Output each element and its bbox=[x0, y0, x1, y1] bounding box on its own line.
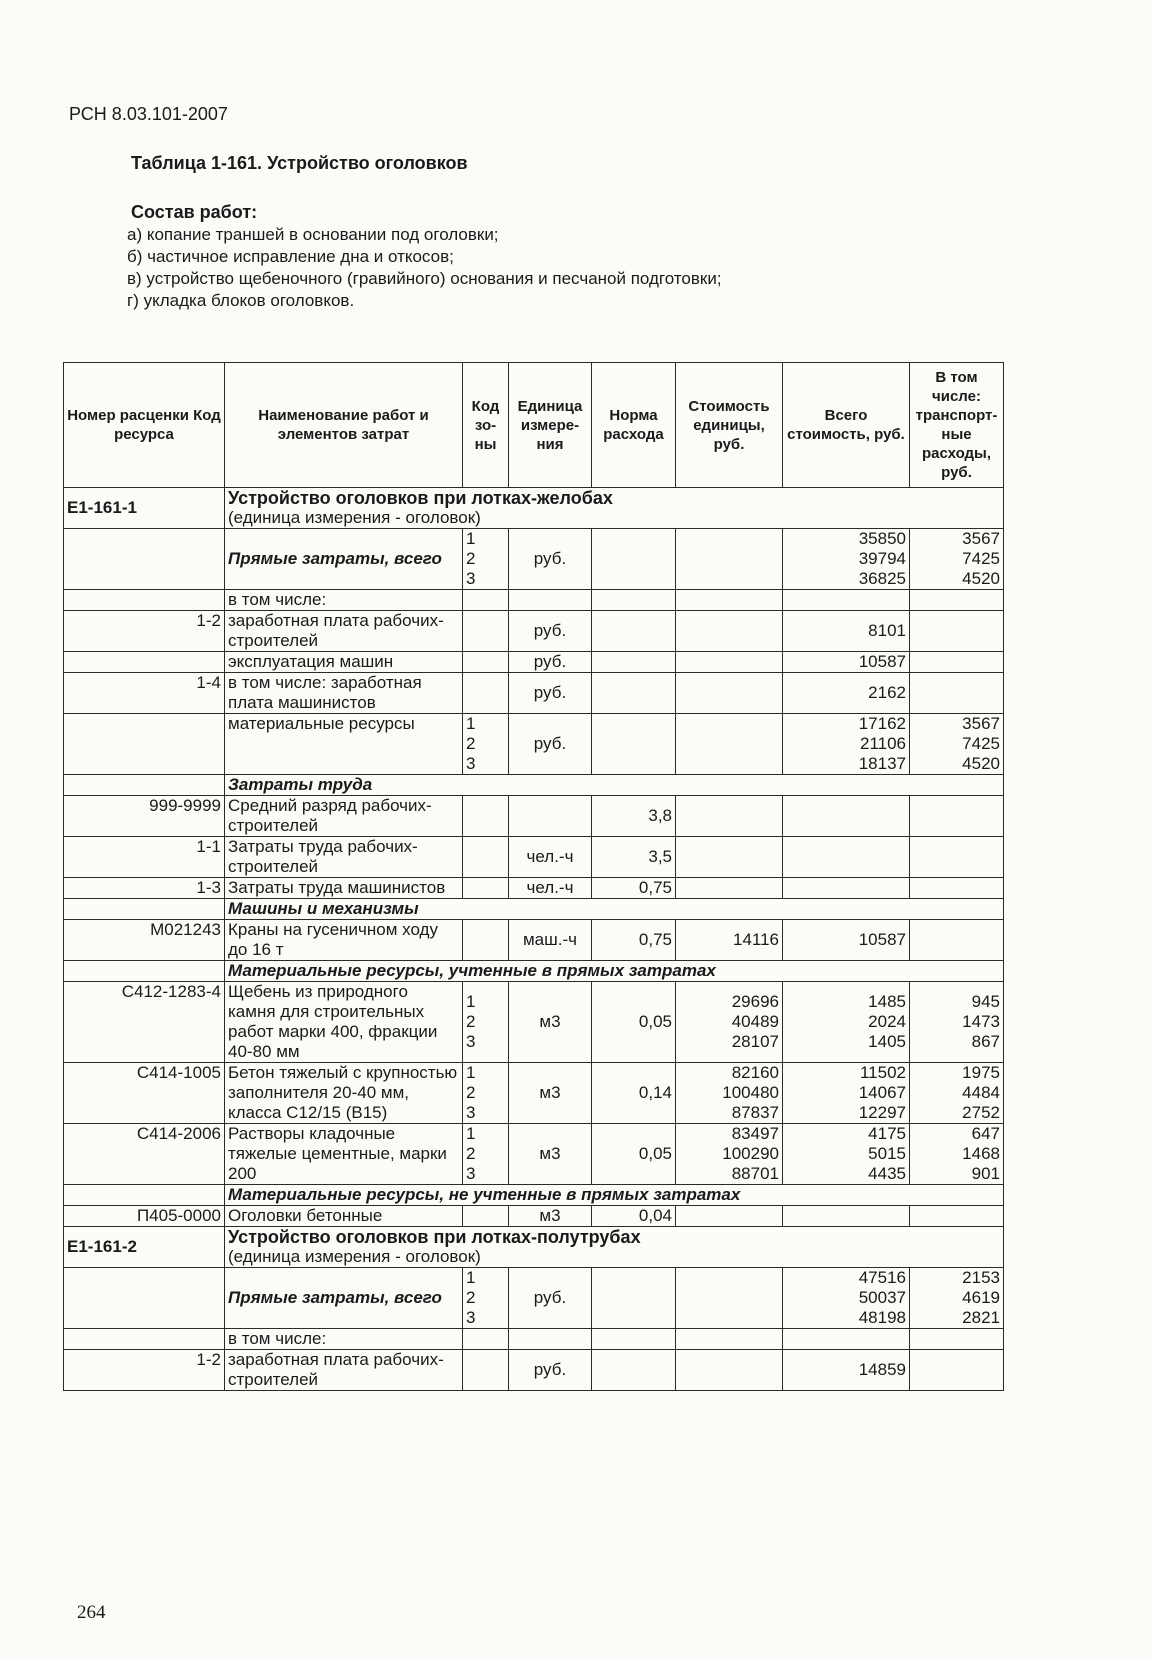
cell-norm: 0,75 bbox=[592, 878, 676, 899]
subheading-row bbox=[64, 775, 1004, 796]
header-zone: Код зо-ны bbox=[463, 363, 509, 488]
cell-code: П405-0000 bbox=[64, 1206, 225, 1227]
cell-unit: м3 bbox=[509, 1124, 592, 1185]
cell-name: Прямые затраты, всего bbox=[225, 529, 463, 590]
table-row bbox=[64, 590, 1004, 611]
cell-name: в том числе: bbox=[225, 590, 463, 611]
table-title: Таблица 1-161. Устройство оголовков bbox=[131, 153, 468, 173]
cell-transport: 3567 7425 4520 bbox=[910, 714, 1004, 775]
cell-unit-cost: 29696 40489 28107 bbox=[676, 982, 783, 1063]
cell-norm: 3,8 bbox=[592, 796, 676, 837]
header-unit: Единица измере-ния bbox=[509, 363, 592, 488]
section-caption bbox=[225, 488, 1004, 529]
cell-unit: чел.-ч bbox=[509, 837, 592, 878]
cell-code: 1-3 bbox=[64, 878, 225, 899]
cell-total: 47516 50037 48198 bbox=[783, 1268, 910, 1329]
table-row bbox=[64, 673, 1004, 714]
cell-total: 4175 5015 4435 bbox=[783, 1124, 910, 1185]
cell-code: С412-1283-4 bbox=[64, 982, 225, 1063]
header-total-cost: Всего стоимость, руб. bbox=[783, 363, 910, 488]
cell-unit: м3 bbox=[509, 1063, 592, 1124]
subheading: Затраты труда bbox=[225, 775, 1004, 796]
cell-zone: 1 2 3 bbox=[463, 1063, 509, 1124]
table-row bbox=[64, 1206, 1004, 1227]
cell-norm: 0,14 bbox=[592, 1063, 676, 1124]
composition-title: Состав работ: bbox=[131, 202, 258, 222]
cell-name: заработная плата рабочих-строителей bbox=[225, 1350, 463, 1391]
cell-name: Растворы кладочные тяжелые цементные, марки 200 bbox=[225, 1124, 463, 1185]
cell-name: заработная плата рабочих-строителей bbox=[225, 611, 463, 652]
cell-zone: 1 2 3 bbox=[463, 529, 509, 590]
cell-name: Краны на гусеничном ходу до 16 т bbox=[225, 920, 463, 961]
cell-total: 8101 bbox=[783, 611, 910, 652]
cell-norm: 0,04 bbox=[592, 1206, 676, 1227]
cell-transport: 945 1473 867 bbox=[910, 982, 1004, 1063]
cell-name: эксплуатация машин bbox=[225, 652, 463, 673]
cell-total: 11502 14067 12297 bbox=[783, 1063, 910, 1124]
section-caption bbox=[225, 1227, 1004, 1268]
cell-total: 10587 bbox=[783, 652, 910, 673]
subheading-row bbox=[64, 899, 1004, 920]
cell-code: М021243 bbox=[64, 920, 225, 961]
cell-unit: руб. bbox=[509, 1350, 592, 1391]
cell-unit: руб. bbox=[509, 611, 592, 652]
table-row bbox=[64, 1063, 1004, 1124]
cell-transport: 1975 4484 2752 bbox=[910, 1063, 1004, 1124]
cell-transport: 3567 7425 4520 bbox=[910, 529, 1004, 590]
cell-unit: руб. bbox=[509, 673, 592, 714]
subheading-row bbox=[64, 961, 1004, 982]
cell-unit: чел.-ч bbox=[509, 878, 592, 899]
section-row bbox=[64, 1227, 1004, 1268]
cell-unit: м3 bbox=[509, 982, 592, 1063]
cell-name: в том числе: заработная плата машинистов bbox=[225, 673, 463, 714]
cell-name: Щебень из природного камня для строительных работ марки 400, фракции 40-80 мм bbox=[225, 982, 463, 1063]
cell-name: Прямые затраты, всего bbox=[225, 1268, 463, 1329]
table-header-row bbox=[64, 363, 1004, 488]
cell-name: Оголовки бетонные bbox=[225, 1206, 463, 1227]
header-code: Номер расценки Код ресурса bbox=[64, 363, 225, 488]
cell-total: 10587 bbox=[783, 920, 910, 961]
cell-total: 17162 21106 18137 bbox=[783, 714, 910, 775]
cell-norm: 0,05 bbox=[592, 982, 676, 1063]
table-row bbox=[64, 837, 1004, 878]
table-row bbox=[64, 529, 1004, 590]
subheading: Материальные ресурсы, учтенные в прямых затратах bbox=[225, 961, 1004, 982]
cell-name: Средний разряд рабочих-строителей bbox=[225, 796, 463, 837]
subheading: Материальные ресурсы, не учтенные в прямых затратах bbox=[225, 1185, 1004, 1206]
cell-transport: 647 1468 901 bbox=[910, 1124, 1004, 1185]
cell-code: С414-2006 bbox=[64, 1124, 225, 1185]
table-row bbox=[64, 1268, 1004, 1329]
composition-item: б) частичное исправление дна и откосов; bbox=[127, 247, 454, 266]
cell-zone: 1 2 3 bbox=[463, 1268, 509, 1329]
table-row bbox=[64, 796, 1004, 837]
cell-transport: 2153 4619 2821 bbox=[910, 1268, 1004, 1329]
cell-total: 14859 bbox=[783, 1350, 910, 1391]
cell-norm: 3,5 bbox=[592, 837, 676, 878]
cell-code: С414-1005 bbox=[64, 1063, 225, 1124]
cell-unit: руб. bbox=[509, 529, 592, 590]
cell-code: 999-9999 bbox=[64, 796, 225, 837]
table-row bbox=[64, 1350, 1004, 1391]
cell-zone: 1 2 3 bbox=[463, 982, 509, 1063]
composition-item: а) копание траншей в основании под оголовки; bbox=[127, 225, 499, 244]
cell-total: 1485 2024 1405 bbox=[783, 982, 910, 1063]
cell-unit: руб. bbox=[509, 714, 592, 775]
cell-code: 1-4 bbox=[64, 673, 225, 714]
cell-unit-cost: 14116 bbox=[676, 920, 783, 961]
cell-name: Затраты труда машинистов bbox=[225, 878, 463, 899]
work-composition bbox=[127, 201, 722, 312]
table-row bbox=[64, 611, 1004, 652]
cell-norm: 0,75 bbox=[592, 920, 676, 961]
cell-name: в том числе: bbox=[225, 1329, 463, 1350]
composition-item: г) укладка блоков оголовков. bbox=[127, 291, 355, 310]
cell-name: Затраты труда рабочих-строителей bbox=[225, 837, 463, 878]
subheading: Машины и механизмы bbox=[225, 899, 1004, 920]
cell-code: 1-1 bbox=[64, 837, 225, 878]
section-code: Е1-161-2 bbox=[64, 1227, 225, 1268]
page-number: 264 bbox=[77, 1602, 106, 1623]
table-row bbox=[64, 652, 1004, 673]
table-row bbox=[64, 1124, 1004, 1185]
composition-item: в) устройство щебеночного (гравийного) основания и песчаной подготовки; bbox=[127, 269, 722, 288]
cell-unit-cost: 83497 100290 88701 bbox=[676, 1124, 783, 1185]
document-code: РСН 8.03.101-2007 bbox=[69, 104, 228, 124]
cell-zone: 1 2 3 bbox=[463, 714, 509, 775]
cell-unit: маш.-ч bbox=[509, 920, 592, 961]
header-unit-cost: Стоимость единицы, руб. bbox=[676, 363, 783, 488]
section-subtitle: (единица измерения - оголовок) bbox=[228, 508, 481, 527]
cell-norm: 0,05 bbox=[592, 1124, 676, 1185]
table-row bbox=[64, 878, 1004, 899]
cell-code: 1-2 bbox=[64, 611, 225, 652]
cell-total: 35850 39794 36825 bbox=[783, 529, 910, 590]
cell-unit-cost: 82160 100480 87837 bbox=[676, 1063, 783, 1124]
cell-name: материальные ресурсы bbox=[225, 714, 463, 775]
table-row bbox=[64, 714, 1004, 775]
cell-unit: руб. bbox=[509, 652, 592, 673]
cell-unit: м3 bbox=[509, 1206, 592, 1227]
table-row bbox=[64, 920, 1004, 961]
header-transport: В том числе: транспорт-ные расходы, руб. bbox=[910, 363, 1004, 488]
table-row bbox=[64, 1329, 1004, 1350]
header-name: Наименование работ и элементов затрат bbox=[225, 363, 463, 488]
section-subtitle: (единица измерения - оголовок) bbox=[228, 1247, 481, 1266]
section-code: Е1-161-1 bbox=[64, 488, 225, 529]
cell-total: 2162 bbox=[783, 673, 910, 714]
subheading-row bbox=[64, 1185, 1004, 1206]
section-title: Устройство оголовков при лотках-полутрубах bbox=[228, 1227, 641, 1247]
cell-unit: руб. bbox=[509, 1268, 592, 1329]
cell-zone: 1 2 3 bbox=[463, 1124, 509, 1185]
header-norm: Норма расхода bbox=[592, 363, 676, 488]
cell-code: 1-2 bbox=[64, 1350, 225, 1391]
section-title: Устройство оголовков при лотках-желобах bbox=[228, 488, 613, 508]
cell-name: Бетон тяжелый с крупностью заполнителя 20-40 мм, класса С12/15 (В15) bbox=[225, 1063, 463, 1124]
table-row bbox=[64, 982, 1004, 1063]
norms-table bbox=[63, 362, 1004, 1391]
section-row bbox=[64, 488, 1004, 529]
